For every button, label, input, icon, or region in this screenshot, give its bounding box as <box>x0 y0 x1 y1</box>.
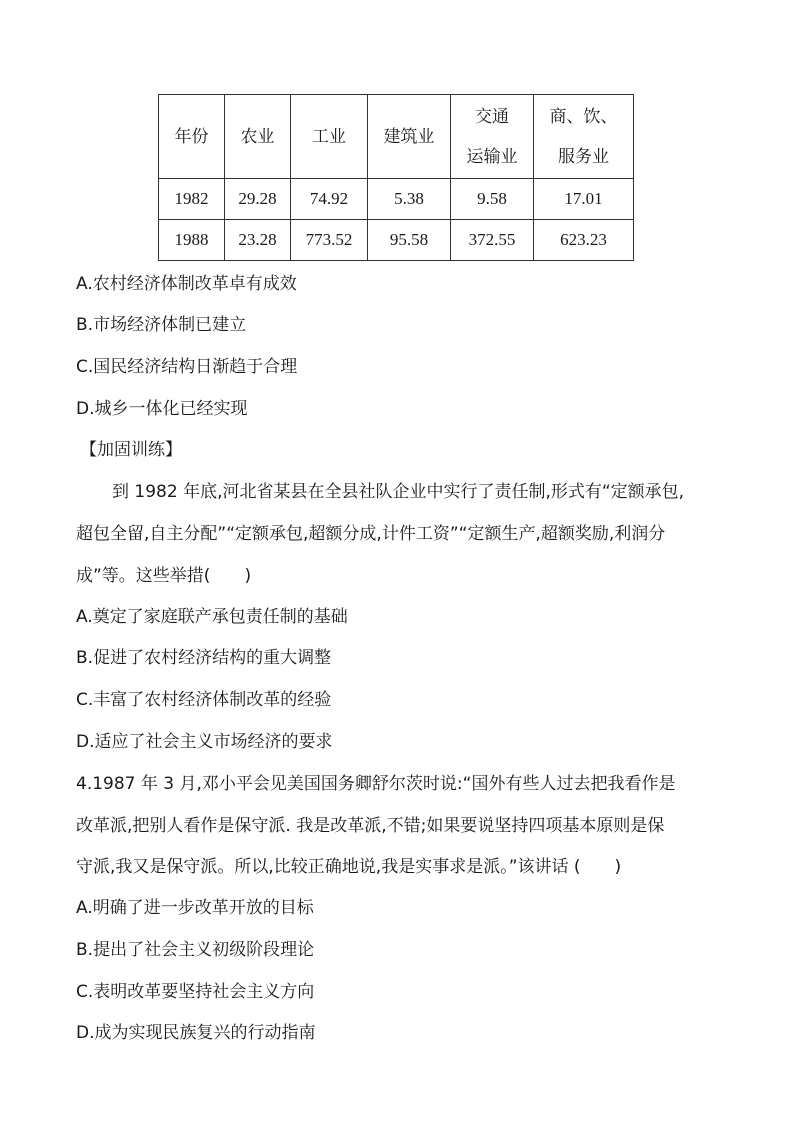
option-a: A.农村经济体制改革卓有成效 <box>76 274 297 294</box>
table-cell: 9.58 <box>451 179 534 220</box>
option-c: C.国民经济结构日渐趋于合理 <box>76 357 298 377</box>
question-stem-line: 守派,我又是保守派。所以,比较正确地说,我是实事求是派。”该讲话 ( ) <box>76 857 622 877</box>
table-cell: 23.28 <box>225 220 291 261</box>
header-cell-industry: 工业 <box>291 95 368 179</box>
question-stem-line: 成”等。这些举措( ) <box>76 566 252 586</box>
question-stem-line: 4.1987 年 3 月,邓小平会见美国国务卿舒尔茨时说:“国外有些人过去把我看作是 <box>76 774 676 794</box>
table-cell: 1988 <box>159 220 225 261</box>
table-cell: 1982 <box>159 179 225 220</box>
option-d: D.成为实现民族复兴的行动指南 <box>76 1023 316 1043</box>
question-stem-line: 改革派,把别人看作是保守派. 我是改革派,不错;如果要说坚持四项基本原则是保 <box>76 816 665 836</box>
header-cell-commerce: 商、饮、 服务业 <box>534 95 634 179</box>
option-d: D.适应了社会主义市场经济的要求 <box>76 732 333 752</box>
header-cell-year: 年份 <box>159 95 225 179</box>
option-d: D.城乡一体化已经实现 <box>76 399 248 419</box>
table-cell: 623.23 <box>534 220 634 261</box>
table-cell: 29.28 <box>225 179 291 220</box>
option-a: A.奠定了家庭联产承包责任制的基础 <box>76 607 348 627</box>
option-b: B.市场经济体制已建立 <box>76 315 247 335</box>
option-c: C.丰富了农村经济体制改革的经验 <box>76 690 332 710</box>
option-b: B.促进了农村经济结构的重大调整 <box>76 648 332 668</box>
option-c: C.表明改革要坚持社会主义方向 <box>76 982 315 1002</box>
table-cell: 17.01 <box>534 179 634 220</box>
table-row <box>159 179 634 220</box>
option-a: A.明确了进一步改革开放的目标 <box>76 898 314 918</box>
header-cell-agriculture: 农业 <box>225 95 291 179</box>
table-cell: 773.52 <box>291 220 368 261</box>
table-cell: 372.55 <box>451 220 534 261</box>
question-stem-line: 到 1982 年底,河北省某县在全县社队企业中实行了责任制,形式有“定额承包, <box>112 482 685 502</box>
table-row <box>159 220 634 261</box>
table-cell: 5.38 <box>368 179 451 220</box>
output-value-table <box>158 94 634 261</box>
header-cell-transport: 交通 运输业 <box>451 95 534 179</box>
section-title: 【加固训练】 <box>80 440 182 460</box>
option-b: B.提出了社会主义初级阶段理论 <box>76 940 315 960</box>
question-stem-line: 超包全留,自主分配”“定额承包,超额分成,计件工资”“定额生产,超额奖励,利润分 <box>76 524 666 544</box>
table-cell: 74.92 <box>291 179 368 220</box>
table-header-row <box>159 95 634 179</box>
table-cell: 95.58 <box>368 220 451 261</box>
header-cell-construction: 建筑业 <box>368 95 451 179</box>
